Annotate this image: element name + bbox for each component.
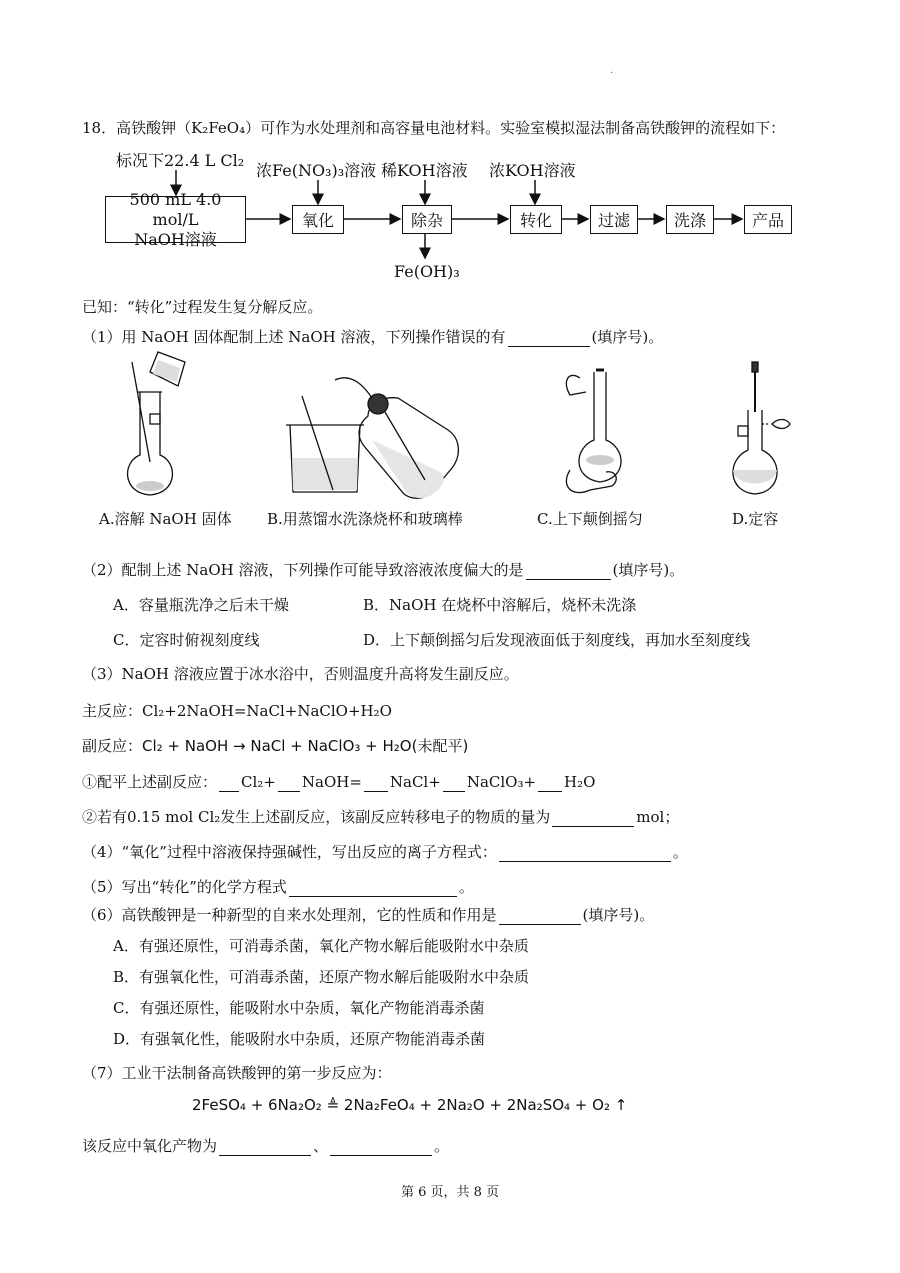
figure-b-caption: B.用蒸馏水洗涤烧杯和玻璃棒 — [267, 510, 463, 528]
electron-transfer-suffix: mol； — [636, 808, 680, 826]
balance-blank-4[interactable] — [443, 775, 465, 792]
balance-term-cl2: Cl₂+ — [241, 773, 276, 791]
question-intro-text: 高铁酸钾（K₂FeO₄）可作为水处理剂和高容量电池材料。实验室模拟湿法制备高铁酸钾的流程如下： — [116, 119, 786, 137]
flow-label-conc-koh: 浓KOH溶液 — [489, 161, 576, 180]
part-7-equation: 2FeSO₄ + 6Na₂O₂ ≜ 2Na₂FeO₄ + 2Na₂O + 2Na₂SO₄ + O₂ ↑ — [192, 1096, 628, 1114]
figure-a-caption: A.溶解 NaOH 固体 — [99, 510, 232, 528]
balance-term-nacl: NaCl+ — [389, 773, 441, 791]
electron-transfer-prefix: ②若有0.15 mol Cl₂发生上述副反应，该副反应转移电子的物质的量为 — [82, 808, 551, 826]
part-5-question — [82, 876, 474, 897]
flow-label-cl2: 标况下22.4 L Cl₂ — [116, 151, 245, 170]
part-2-option-a: A．容量瓶洗净之后未干燥 — [113, 596, 289, 614]
part-4-prefix: （4）“氧化”过程中溶液保持强碱性，写出反应的离子方程式： — [82, 843, 497, 861]
figure-b-washing — [286, 378, 458, 499]
flow-box-oxidation: 氧化 — [292, 205, 344, 234]
figure-c-caption: C.上下颠倒摇匀 — [537, 510, 643, 528]
part-7-suffix: 。 — [434, 1137, 450, 1155]
part-6-option-c: C．有强还原性，能吸附水中杂质，氧化产物能消毒杀菌 — [113, 999, 485, 1017]
balance-blank-5[interactable] — [538, 775, 562, 792]
part-7-separator: 、 — [313, 1137, 329, 1155]
apparatus-illustrations — [0, 0, 900, 520]
part-6-option-b: B．有强氧化性，可消毒杀菌，还原产物水解后能吸附水中杂质 — [113, 968, 530, 986]
part-2-suffix: (填序号)。 — [612, 561, 685, 579]
part-4-question — [82, 841, 688, 862]
figure-d-topping-up — [733, 362, 790, 494]
figure-a-dissolving — [128, 352, 185, 495]
known-condition: 已知：“转化”过程发生复分解反应。 — [82, 298, 323, 316]
balance-prefix: ①配平上述副反应： — [82, 773, 218, 791]
flow-label-fe-nitrate: 浓Fe(NO₃)₃溶液 — [256, 161, 377, 180]
flow-label-fe-oh3: Fe(OH)₃ — [394, 262, 460, 281]
flow-box-product: 产品 — [744, 205, 792, 234]
part-7-answer-blank-2[interactable] — [330, 1139, 432, 1156]
part-3-question: （3）NaOH 溶液应置于冰水浴中，否则温度升高将发生副反应。 — [82, 665, 519, 683]
balance-term-naclo3: NaClO₃+ — [466, 773, 537, 791]
balance-blank-3[interactable] — [364, 775, 388, 792]
balance-blank-1[interactable] — [219, 775, 239, 792]
flow-label-dilute-koh: 稀KOH溶液 — [381, 161, 468, 180]
flow-box-conversion: 转化 — [510, 205, 562, 234]
part-4-suffix: 。 — [672, 843, 688, 861]
part-2-prefix: （2）配制上述 NaOH 溶液，下列操作可能导致溶液浓度偏大的是 — [82, 561, 524, 579]
part-2-question — [82, 559, 684, 580]
electron-transfer-blank[interactable] — [552, 810, 634, 827]
balance-term-naoh: NaOH= — [301, 773, 362, 791]
part-7-answer — [82, 1135, 449, 1156]
part-5-suffix: 。 — [458, 878, 474, 896]
flow-box-naoh-line1: 500 mL 4.0 mol/L — [129, 189, 222, 229]
part-6-suffix: (填序号)。 — [582, 906, 655, 924]
part-2-option-d: D．上下颠倒摇匀后发现液面低于刻度线，再加水至刻度线 — [363, 631, 751, 649]
question-number: 18． — [82, 119, 117, 137]
balance-term-h2o: H₂O — [564, 773, 596, 791]
part-3-balance — [82, 771, 595, 792]
part-5-prefix: （5）写出“转化”的化学方程式 — [82, 878, 287, 896]
part-2-option-b: B．NaOH 在烧杯中溶解后，烧杯未洗涤 — [363, 596, 637, 614]
part-7-question: （7）工业干法制备高铁酸钾的第一步反应为： — [82, 1064, 392, 1082]
part-2-answer-blank[interactable] — [526, 563, 611, 580]
part-6-question — [82, 904, 654, 925]
part-2-option-c: C．定容时俯视刻度线 — [113, 631, 260, 649]
part-7-answer-blank-1[interactable] — [219, 1139, 311, 1156]
part-6-answer-blank[interactable] — [499, 908, 581, 925]
part-6-prefix: （6）高铁酸钾是一种新型的自来水处理剂，它的性质和作用是 — [82, 906, 497, 924]
part-1-suffix: (填序号)。 — [591, 328, 664, 346]
flow-box-washing: 洗涤 — [666, 205, 714, 234]
page-footer: 第 6 页，共 8 页 — [401, 1185, 500, 1200]
part-4-answer-blank[interactable] — [499, 845, 671, 862]
figure-d-caption: D.定容 — [732, 510, 779, 528]
part-5-answer-blank[interactable] — [289, 880, 457, 897]
flow-box-naoh-line2: NaOH溶液 — [134, 229, 217, 249]
part-3-side-reaction: 副反应：Cl₂ + NaOH → NaCl + NaClO₃ + H₂O(未配平) — [82, 737, 469, 755]
balance-blank-2[interactable] — [278, 775, 300, 792]
part-3-electron-transfer — [82, 806, 679, 827]
figure-c-inverting — [566, 370, 621, 493]
flow-box-impurity-removal: 除杂 — [402, 205, 452, 234]
part-1-prefix: （1）用 NaOH 固体配制上述 NaOH 溶液，下列操作错误的有 — [82, 328, 506, 346]
part-6-option-d: D．有强氧化性，能吸附水中杂质，还原产物能消毒杀菌 — [113, 1030, 486, 1048]
part-7-prefix: 该反应中氧化产物为 — [82, 1137, 218, 1155]
flow-box-filtration: 过滤 — [590, 205, 638, 234]
part-3-main-reaction: 主反应：Cl₂+2NaOH=NaCl+NaClO+H₂O — [82, 702, 392, 720]
header-dot: · — [610, 68, 614, 79]
part-6-option-a: A．有强还原性，可消毒杀菌，氧化产物水解后能吸附水中杂质 — [113, 937, 529, 955]
